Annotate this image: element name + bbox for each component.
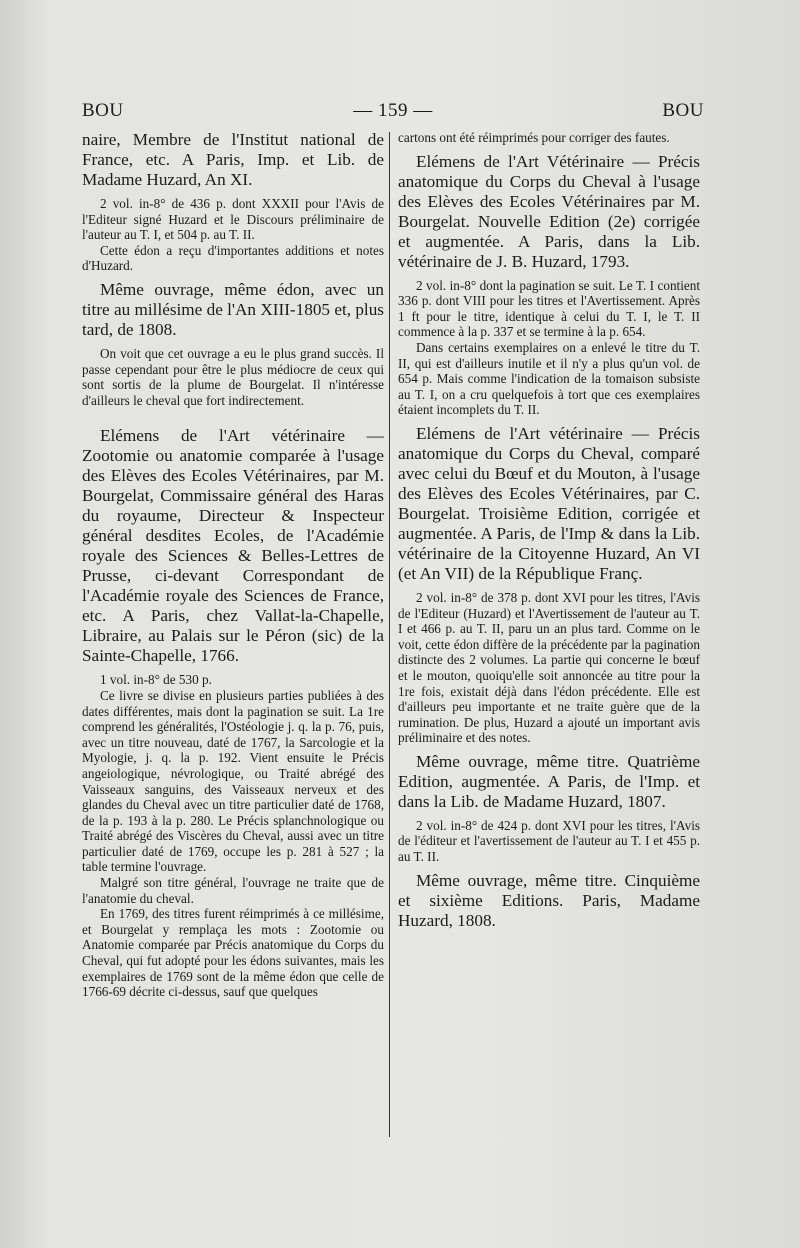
note-paragraph: Cette édon a reçu d'importantes additions et notes d'Huzard.: [82, 242, 384, 274]
entry-paragraph: naire, Membre de l'Institut national de France, etc. A Paris, Imp. et Lib. de Madame Huzard, An XI.: [82, 130, 384, 189]
right-column: [398, 130, 700, 931]
note-paragraph: Ce livre se divise en plusieurs parties publiées à des dates différentes, mais dont la pagination se suit. La 1re comprend les généralités, l'Ostéologie j. q. la p. 76, puis, avec un titre nouveau, daté de 1767, la Sarcologie et la Myologie, j. q. la p. 192. Vient ensuite le Précis angeiologique, névrologique, ou Traité abrégé des Vaisseaux sanguins, des Vaisseaux nerveux et des glandes du Cheval avec un titre particulier daté de 1768, de la p. 193 à la p. 280. Le Précis splanchnologique ou Traité abrégé des Viscères du Cheval, aussi avec un titre particulier daté de 1769, occupe les p. 281 à 527 ; la table termine l'ouvrage.: [82, 687, 384, 875]
header-right: BOU: [662, 100, 704, 121]
entry-paragraph: Même ouvrage, même titre. Quatrième Edition, augmentée. A Paris, de l'Imp. et dans la Lib. de Madame Huzard, 1807.: [398, 751, 700, 811]
note-paragraph: 2 vol. in-8° de 378 p. dont XVI pour les titres, l'Avis de l'Editeur (Huzard) et l'Avertissement de l'auteur au T. I et 466 p. au T. II, paru un an plus tard. Comme on le voit, cette édon diffère de la précédente par la pagination distincte des 2 volumes. La partie qui concerne le bœuf et le mouton, quoiqu'elle soit annoncée au titre pour la 1re fois, existait déjà dans l'édon précédente. Elle est d'ailleurs peu importante et ne traite guère que de la rumination. De plus, Huzard a ajouté un important avis préliminaire et des notes.: [398, 589, 700, 746]
note-paragraph: Dans certains exemplaires on a enlevé le titre du T. II, qui est d'ailleurs inutile et il n'y a plus qu'un vol. de 654 p. Mais comme l'indication de la tomaison subsiste au T. I, on a cru quelquefois à tort que ces exemplaires étaient incomplets du T. II.: [398, 339, 700, 418]
note-paragraph: 2 vol. in-8° de 424 p. dont XVI pour les titres, l'Avis de l'éditeur et l'avertissement de l'auteur au T. I et 455 p. au T. II.: [398, 817, 700, 865]
note-paragraph: 1 vol. in-8° de 530 p.: [100, 672, 212, 688]
entry-paragraph: Elémens de l'Art vétérinaire — Zootomie ou anatomie comparée à l'usage des Elèves des Ecoles Vétérinaires, par M. Bourgelat, Commissaire général des Haras du royaume, Directeur & Inspecteur général desdites Ecoles, de l'Académie royale des Sciences & Belles-Lettres de Prusse, ci-devant Correspondant de l'Académie royale des Sciences de France, etc. A Paris, chez Vallat-la-Chapelle, Libraire, au Palais sur le Péron (sic) de la Sainte-Chapelle, 1766.: [82, 426, 384, 666]
entry-paragraph: Même ouvrage, même titre. Cinquième et sixième Editions. Paris, Madame Huzard, 1808.: [398, 870, 700, 930]
note-paragraph: Malgré son titre général, l'ouvrage ne traite que de l'anatomie du cheval.: [82, 875, 384, 906]
note-paragraph: 2 vol. in-8° dont la pagination se suit. Le T. I contient 336 p. dont VIII pour les titres et l'Avertissement. Après 1 ft pour le titre, identique à celui du T. I, le T. II commence à la p. 337 et se termine à la p. 654.: [398, 277, 700, 340]
entry-paragraph: Elémens de l'Art Vétérinaire — Précis anatomique du Corps du Cheval à l'usage des Elèves des Ecoles Vétérinaires par M. Bourgelat. Nouvelle Edition (2e) corrigée et augmentée. A Paris, dans la Lib. vétérinaire de J. B. Huzard, 1793.: [398, 151, 700, 271]
header-left: BOU: [82, 100, 124, 121]
note-paragraph: En 1769, des titres furent réimprimés à ce millésime, et Bourgelat y remplaça les mots : Zootomie ou Anatomie comparée par Précis anatomique du Corps du Cheval, qui fut adopté pour les édons suivantes, mais les exemplaires de 1769 sont de la même édon que celle de 1766-69 décrite ci-dessus, sauf que quelques: [82, 906, 384, 1000]
entry-paragraph: Même ouvrage, même édon, avec un titre au millésime de l'An XIII-1805 et, plus tard, de 1808.: [82, 279, 384, 339]
note-paragraph: cartons ont été réimprimés pour corriger des fautes.: [398, 130, 670, 145]
note-paragraph: 2 vol. in-8° de 436 p. dont XXXII pour l'Avis de l'Editeur signé Huzard et le Discours préliminaire de l'auteur au T. I, et 504 p. au T. II.: [82, 196, 384, 243]
left-column: [82, 130, 384, 1000]
running-header: [82, 100, 704, 126]
page-number: — 159 —: [353, 100, 433, 121]
note-paragraph: On voit que cet ouvrage a eu le plus grand succès. Il passe cependant pour être le plus médiocre de ceux qui sont sortis de la plume de Bourgelat. Il n'intéresse d'ailleurs le cheval que fort indirectement.: [82, 345, 384, 408]
entry-paragraph: Elémens de l'Art vétérinaire — Précis anatomique du Corps du Cheval, comparé avec celui du Bœuf et du Mouton, à l'usage des Elèves des Ecoles Vétérinaires, par C. Bourgelat. Troisième Edition, corrigée et augmentée. A Paris, de l'Imp & dans la Lib. vétérinaire de la Citoyenne Huzard, An VI (et An VII) de la République Franç.: [398, 423, 700, 583]
column-rule: [389, 132, 390, 1137]
